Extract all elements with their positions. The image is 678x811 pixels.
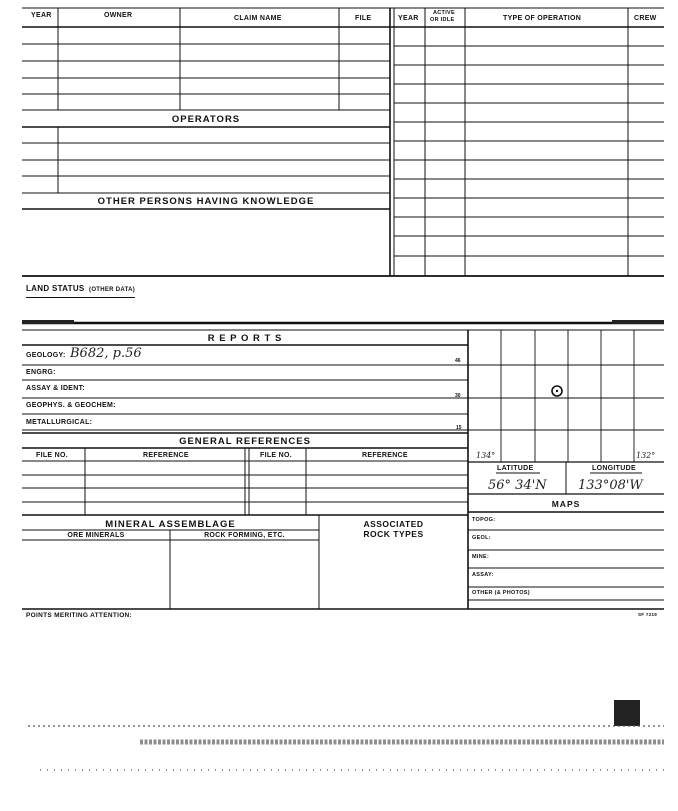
- rock-types-label: ROCK TYPES: [363, 529, 424, 539]
- metallurgical-number: 15: [456, 425, 462, 431]
- assay-ident-label: ASSAY & IDENT:: [26, 385, 86, 392]
- geology-number: 46: [455, 358, 461, 364]
- engrg-label: ENGRG:: [26, 369, 56, 376]
- latitude-label: LATITUDE: [497, 465, 534, 472]
- gr-file-no-2: FILE NO.: [260, 452, 292, 459]
- gr-reference-1: REFERENCE: [143, 452, 189, 459]
- left-longitude-tick: 134°: [476, 451, 496, 460]
- latitude-value: 56° 34'N: [488, 478, 547, 493]
- longitude-label: LONGITUDE: [592, 465, 636, 472]
- ore-minerals-label: ORE MINERALS: [67, 532, 125, 539]
- maps-mine: MINE:: [472, 554, 490, 560]
- right-longitude-tick: 132°: [636, 451, 656, 460]
- maps-topog: TOPOG:: [472, 517, 496, 523]
- header-claim-name: CLAIM NAME: [234, 15, 282, 22]
- associated-label: ASSOCIATED: [363, 519, 424, 529]
- longitude-value: 133°08'W: [578, 478, 643, 493]
- header-year-right: YEAR: [398, 15, 419, 22]
- maps-heading: MAPS: [551, 499, 581, 509]
- metallurgical-label: METALLURGICAL:: [26, 419, 93, 426]
- geology-label: GEOLOGY:: [26, 352, 66, 359]
- other-persons-heading: OTHER PERSONS HAVING KNOWLEDGE: [97, 196, 315, 207]
- maps-other: OTHER (& PHOTOS): [472, 590, 530, 596]
- mineral-assemblage-heading: MINERAL ASSEMBLAGE: [105, 519, 236, 530]
- geophys-label: GEOPHYS. & GEOCHEM:: [26, 402, 116, 409]
- reports-heading: R E P O R T S: [207, 333, 283, 344]
- header-crew: CREW: [634, 15, 657, 22]
- geology-value: B682, p.56: [70, 346, 142, 361]
- operators-heading: OPERATORS: [171, 114, 241, 125]
- header-type-of-operation: TYPE OF OPERATION: [503, 15, 582, 22]
- general-references-heading: GENERAL REFERENCES: [179, 436, 311, 447]
- gr-file-no-1: FILE NO.: [36, 452, 68, 459]
- assay-number: 30: [455, 393, 461, 399]
- header-or-idle: OR IDLE: [430, 17, 455, 23]
- points-meriting-attention-label: POINTS MERITING ATTENTION:: [26, 612, 133, 619]
- maps-assay: ASSAY:: [472, 572, 494, 578]
- header-year: YEAR: [31, 12, 52, 19]
- header-file: FILE: [355, 15, 372, 22]
- maps-geol: GEOL:: [472, 535, 491, 541]
- gr-reference-2: REFERENCE: [362, 452, 408, 459]
- land-status-label: LAND STATUS (OTHER DATA): [26, 278, 135, 298]
- form-code: SF 7219: [638, 612, 658, 617]
- header-active: ACTIVE: [433, 10, 455, 16]
- header-owner: OWNER: [104, 12, 133, 19]
- rock-forming-label: ROCK FORMING, ETC.: [204, 532, 285, 539]
